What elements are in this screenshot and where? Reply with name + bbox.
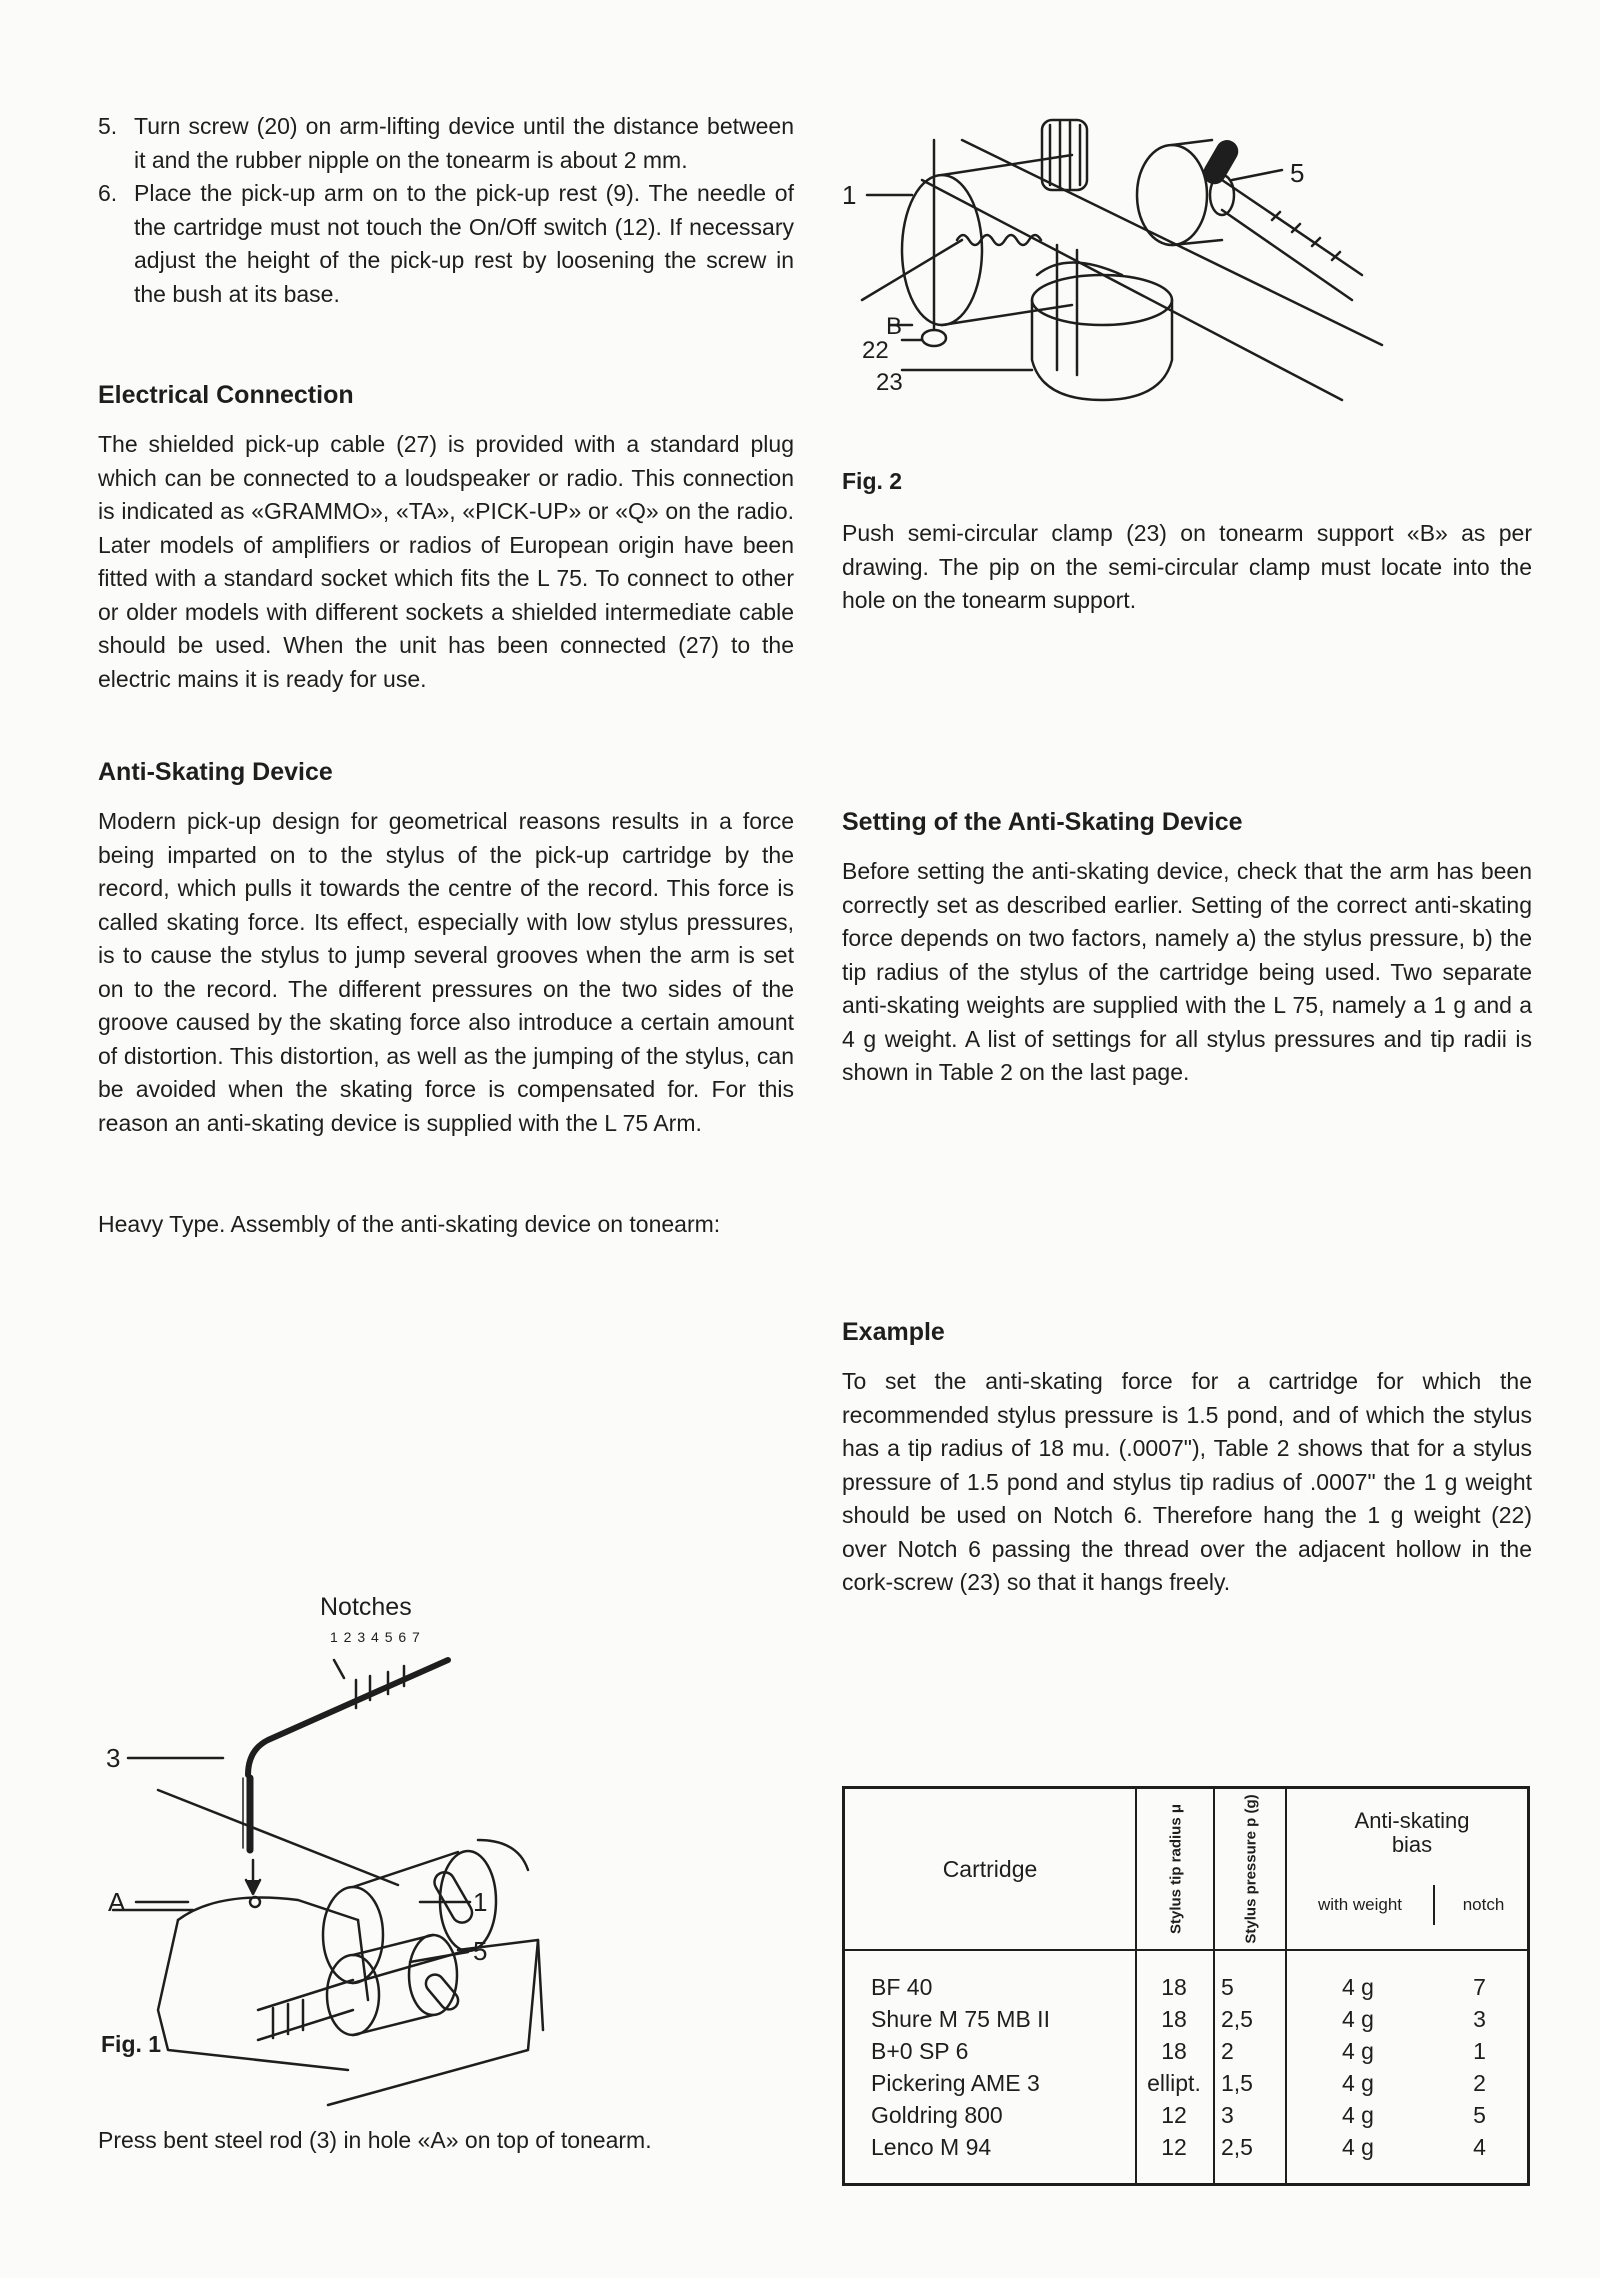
fig2-label-22: 22 bbox=[862, 337, 889, 364]
table-row bbox=[845, 1971, 1528, 2003]
table-row bbox=[845, 2003, 1528, 2035]
cell-tip: 18 bbox=[1161, 2006, 1187, 2032]
cell-weight: 4 g bbox=[1342, 2006, 1374, 2032]
fig1-label-A: A bbox=[108, 1887, 126, 1917]
fig2-label-23: 23 bbox=[876, 369, 903, 396]
settings-table bbox=[842, 1786, 1530, 2186]
header-weight: with weight bbox=[1317, 1895, 1403, 1914]
cell-notch: 4 bbox=[1473, 2134, 1486, 2160]
fig2-label-1: 1 bbox=[842, 180, 857, 210]
fig1-label-3: 3 bbox=[106, 1743, 121, 1773]
cell-cartridge: Shure M 75 MB II bbox=[871, 2006, 1050, 2032]
cell-cartridge: Goldring 800 bbox=[871, 2102, 1003, 2128]
cell-cartridge: B+0 SP 6 bbox=[871, 2038, 969, 2064]
example-heading: Example bbox=[842, 1318, 945, 1346]
cell-cartridge: BF 40 bbox=[871, 1974, 933, 2000]
figure-1-caption: Fig. 1 bbox=[101, 2031, 162, 2057]
example-section bbox=[842, 1318, 1532, 1600]
cell-pressure: 1,5 bbox=[1221, 2070, 1253, 2096]
instruction-steps bbox=[98, 110, 794, 311]
fig1-label-5: 5 bbox=[473, 1936, 488, 1966]
step-number: 6. bbox=[98, 180, 118, 206]
cell-tip: 12 bbox=[1161, 2134, 1187, 2160]
header-notch: notch bbox=[1462, 1895, 1505, 1914]
step-text: Turn screw (20) on arm-lifting device until the distance between it and the rubber nipple on the tonearm is about 2 mm. bbox=[134, 113, 794, 173]
notch-numbers: 1 2 3 4 5 6 7 bbox=[330, 1629, 421, 1645]
header-cartridge: Cartridge bbox=[942, 1855, 1038, 1882]
table-header bbox=[845, 1789, 1528, 1951]
cell-pressure: 2,5 bbox=[1221, 2006, 1253, 2032]
cell-notch: 5 bbox=[1473, 2102, 1486, 2128]
notches-label: Notches bbox=[320, 1593, 412, 1621]
cell-cartridge: Pickering AME 3 bbox=[871, 2070, 1040, 2096]
figure-2-text: Push semi-circular clamp (23) on tonearm support «B» as per drawing. The pip on the semi-circular clamp must locate into the hole on the tonearm support. bbox=[842, 520, 1532, 613]
cell-tip: ellipt. bbox=[1147, 2070, 1201, 2096]
table-row bbox=[845, 2067, 1528, 2099]
step-5 bbox=[98, 110, 794, 177]
cell-weight: 4 g bbox=[1342, 2070, 1374, 2096]
step-text: Place the pick-up arm on to the pick-up rest (9). The needle of the cartridge must not touch the On/Off switch (12). If necessary adjust the height of the pick-up rest by loosening the screw in the bush at its base. bbox=[134, 180, 794, 307]
cell-notch: 3 bbox=[1473, 2006, 1486, 2032]
left-column bbox=[98, 110, 794, 1242]
header-pressure: Stylus pressure p (g) bbox=[1242, 1794, 1260, 1944]
cell-notch: 2 bbox=[1473, 2070, 1486, 2096]
header-tip: Stylus tip radius μ bbox=[1167, 1803, 1185, 1935]
cell-weight: 4 g bbox=[1342, 2134, 1374, 2160]
table-row bbox=[845, 2131, 1528, 2163]
cell-pressure: 2,5 bbox=[1221, 2134, 1253, 2160]
header-tip-cell bbox=[1135, 1789, 1215, 1949]
fig1-label-1: 1 bbox=[473, 1887, 488, 1917]
fig2-label-5: 5 bbox=[1290, 158, 1305, 188]
figure-2-caption: Fig. 2 bbox=[842, 468, 903, 494]
step-number: 5. bbox=[98, 113, 118, 139]
cell-pressure: 5 bbox=[1221, 1974, 1234, 2000]
electrical-connection-heading: Electrical Connection bbox=[98, 381, 354, 409]
figure-1-text: Press bent steel rod (3) in hole «A» on top of tonearm. bbox=[98, 2127, 652, 2153]
table-row bbox=[845, 2035, 1528, 2067]
example-text: To set the anti-skating force for a cartridge for which the recommended stylus pressure is 1.5 pond, and of which the stylus has a tip radius of 18 mu. (.0007"), Table 2 shows that for a stylus pressure of 1.5 pond and stylus tip radius of .0007" the 1 g weight should be used on Notch 6. Therefore hang the 1 g weight (22) over Notch 6 passing the thread over the adjacent hollow in the cork-screw (23) so that it hangs freely. bbox=[842, 1368, 1532, 1595]
cell-pressure: 2 bbox=[1221, 2038, 1234, 2064]
anti-skating-text: Modern pick-up design for geometrical reasons results in a force being imparted on to the stylus of the pick-up cartridge by the record, which pulls it towards the centre of the record. This force is called skating force. Its effect, especially with low stylus pressures, is to cause the stylus to jump several grooves when the arm is set on to the record. The different pressures on the two sides of the groove caused by the skating force also introduce a certain amount of distortion. This distortion, as well as the jumping of the stylus, can be avoided when the skating force is compensated for. For this reason an anti-skating device is supplied with the L 75 Arm. bbox=[98, 808, 794, 1136]
setting-heading: Setting of the Anti-Skating Device bbox=[842, 808, 1243, 836]
fig2-label-B: B bbox=[886, 313, 903, 340]
table-row bbox=[845, 2099, 1528, 2131]
header-bias-cell bbox=[1285, 1789, 1530, 1949]
header-divider bbox=[1433, 1885, 1435, 1925]
figure-1-diagram bbox=[98, 1590, 618, 2120]
setting-text: Before setting the anti-skating device, check that the arm has been correctly set as described earlier. Setting of the correct anti-skating force depends on two factors, namely a) the stylus pressure, b) the tip radius of the stylus of the cartridge being used. Two separate anti-skating weights are supplied with the L 75, namely a 1 g and a 4 g weight. A list of settings for all stylus pressures and tip radii is shown in Table 2 on the last page. bbox=[842, 858, 1532, 1085]
setting-section bbox=[842, 808, 1532, 1090]
cell-weight: 4 g bbox=[1342, 2102, 1374, 2128]
cell-tip: 18 bbox=[1161, 1974, 1187, 2000]
cell-tip: 12 bbox=[1161, 2102, 1187, 2128]
cell-cartridge: Lenco M 94 bbox=[871, 2134, 992, 2160]
cell-weight: 4 g bbox=[1342, 1974, 1374, 2000]
header-bias: Anti-skating bias bbox=[1354, 1808, 1470, 1857]
cell-notch: 1 bbox=[1473, 2038, 1486, 2064]
heavy-type-caption: Heavy Type. Assembly of the anti-skating device on tonearm: bbox=[98, 1211, 721, 1237]
table-body bbox=[845, 1971, 1528, 2163]
figure-2-diagram bbox=[842, 100, 1462, 430]
electrical-connection-text: The shielded pick-up cable (27) is provided with a standard plug which can be connected to a loudspeaker or radio. This connection is indicated as «GRAMMO», «TA», «PICK-UP» or «Q» on the radio. Later models of amplifiers or radios of European origin have been fitted with a standard socket which fits the L 75. To connect to other or older models with different sockets a shielded intermediate cable should be used. When the unit has been connected (27) to the electric mains it is ready for use. bbox=[98, 431, 794, 692]
cell-pressure: 3 bbox=[1221, 2102, 1234, 2128]
right-column bbox=[842, 468, 1532, 618]
header-pressure-cell bbox=[1213, 1789, 1287, 1949]
cell-notch: 7 bbox=[1473, 1974, 1486, 2000]
step-6 bbox=[98, 177, 794, 311]
cell-weight: 4 g bbox=[1342, 2038, 1374, 2064]
cell-tip: 18 bbox=[1161, 2038, 1187, 2064]
anti-skating-heading: Anti-Skating Device bbox=[98, 758, 333, 786]
